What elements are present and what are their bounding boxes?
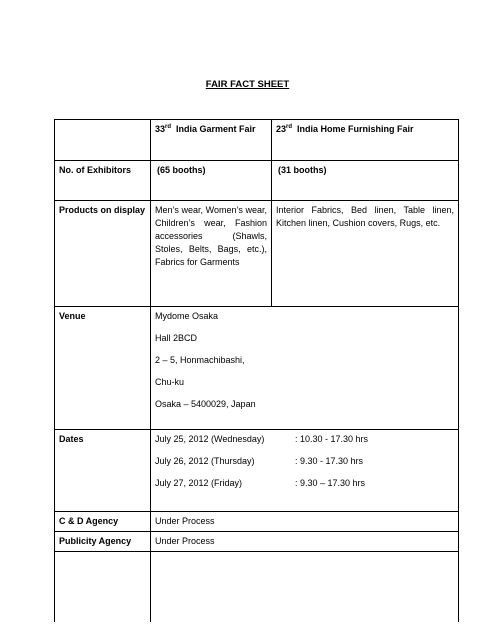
fair-2-products: Interior Fabrics, Bed linen, Table linen, Kitchen linen, Cushion covers, Rugs, etc. xyxy=(272,201,459,307)
products-label: Products on display xyxy=(55,201,151,307)
fair-1-exhibitors: (65 booths) xyxy=(151,161,272,201)
venue-line: Mydome Osaka xyxy=(155,311,219,321)
cd-agency-value: Under Process xyxy=(151,512,459,532)
fair-1-name: India Garment Fair xyxy=(176,124,256,134)
venue-label: Venue xyxy=(55,307,151,430)
exhibitors-label: No. of Exhibitors xyxy=(55,161,151,201)
fair-fact-table xyxy=(54,119,459,622)
time-text: : 10.30 - 17.30 hrs xyxy=(295,434,369,444)
cd-agency-row xyxy=(55,512,459,532)
header-fair-1 xyxy=(151,120,272,161)
dates-value xyxy=(151,430,459,512)
date-text: July 27, 2012 (Friday) xyxy=(155,478,243,488)
exhibitors-row xyxy=(55,161,459,201)
dates-row xyxy=(55,430,459,512)
publicity-agency-row xyxy=(55,532,459,552)
date-text: July 26, 2012 (Thursday) xyxy=(155,456,255,466)
time-text: : 9.30 - 17.30 hrs xyxy=(295,456,364,466)
fair-2-suffix: rd xyxy=(286,124,293,130)
dates-label: Dates xyxy=(55,430,151,512)
header-fair-2 xyxy=(272,120,459,161)
date-entry xyxy=(155,477,454,490)
trailing-row xyxy=(55,552,459,622)
date-entry xyxy=(155,455,454,468)
fair-2-exhibitors: (31 booths) xyxy=(272,161,459,201)
venue-line: 2 – 5, Honmachibashi, xyxy=(155,355,245,365)
header-row xyxy=(55,120,459,161)
products-row xyxy=(55,201,459,307)
publicity-agency-label: Publicity Agency xyxy=(55,532,151,552)
venue-line: Hall 2BCD xyxy=(155,333,198,343)
page-title: FAIR FACT SHEET xyxy=(205,79,290,90)
venue-line: Chu-ku xyxy=(155,377,185,387)
header-blank-cell xyxy=(55,120,151,161)
fair-2-number: 23 xyxy=(276,124,287,134)
date-entry xyxy=(155,433,454,446)
fair-1-products: Men’s wear, Women’s wear, Children’s wear, Fashion accessories (Shawls, Stoles, Belts, Bags, etc.), Fabrics for Garments xyxy=(151,201,272,307)
venue-value xyxy=(151,307,459,430)
trailing-blank-cell xyxy=(151,552,459,622)
fair-1-suffix: rd xyxy=(165,124,172,130)
time-text: : 9.30 – 17.30 hrs xyxy=(295,478,366,488)
publicity-agency-value: Under Process xyxy=(151,532,459,552)
venue-row xyxy=(55,307,459,430)
fair-2-name: India Home Furnishing Fair xyxy=(297,124,414,134)
fair-1-number: 33 xyxy=(155,124,166,134)
date-text: July 25, 2012 (Wednesday) xyxy=(155,434,265,444)
cd-agency-label: C & D Agency xyxy=(55,512,151,532)
venue-line: Osaka – 5400029, Japan xyxy=(155,399,256,409)
trailing-blank-cell xyxy=(55,552,151,622)
